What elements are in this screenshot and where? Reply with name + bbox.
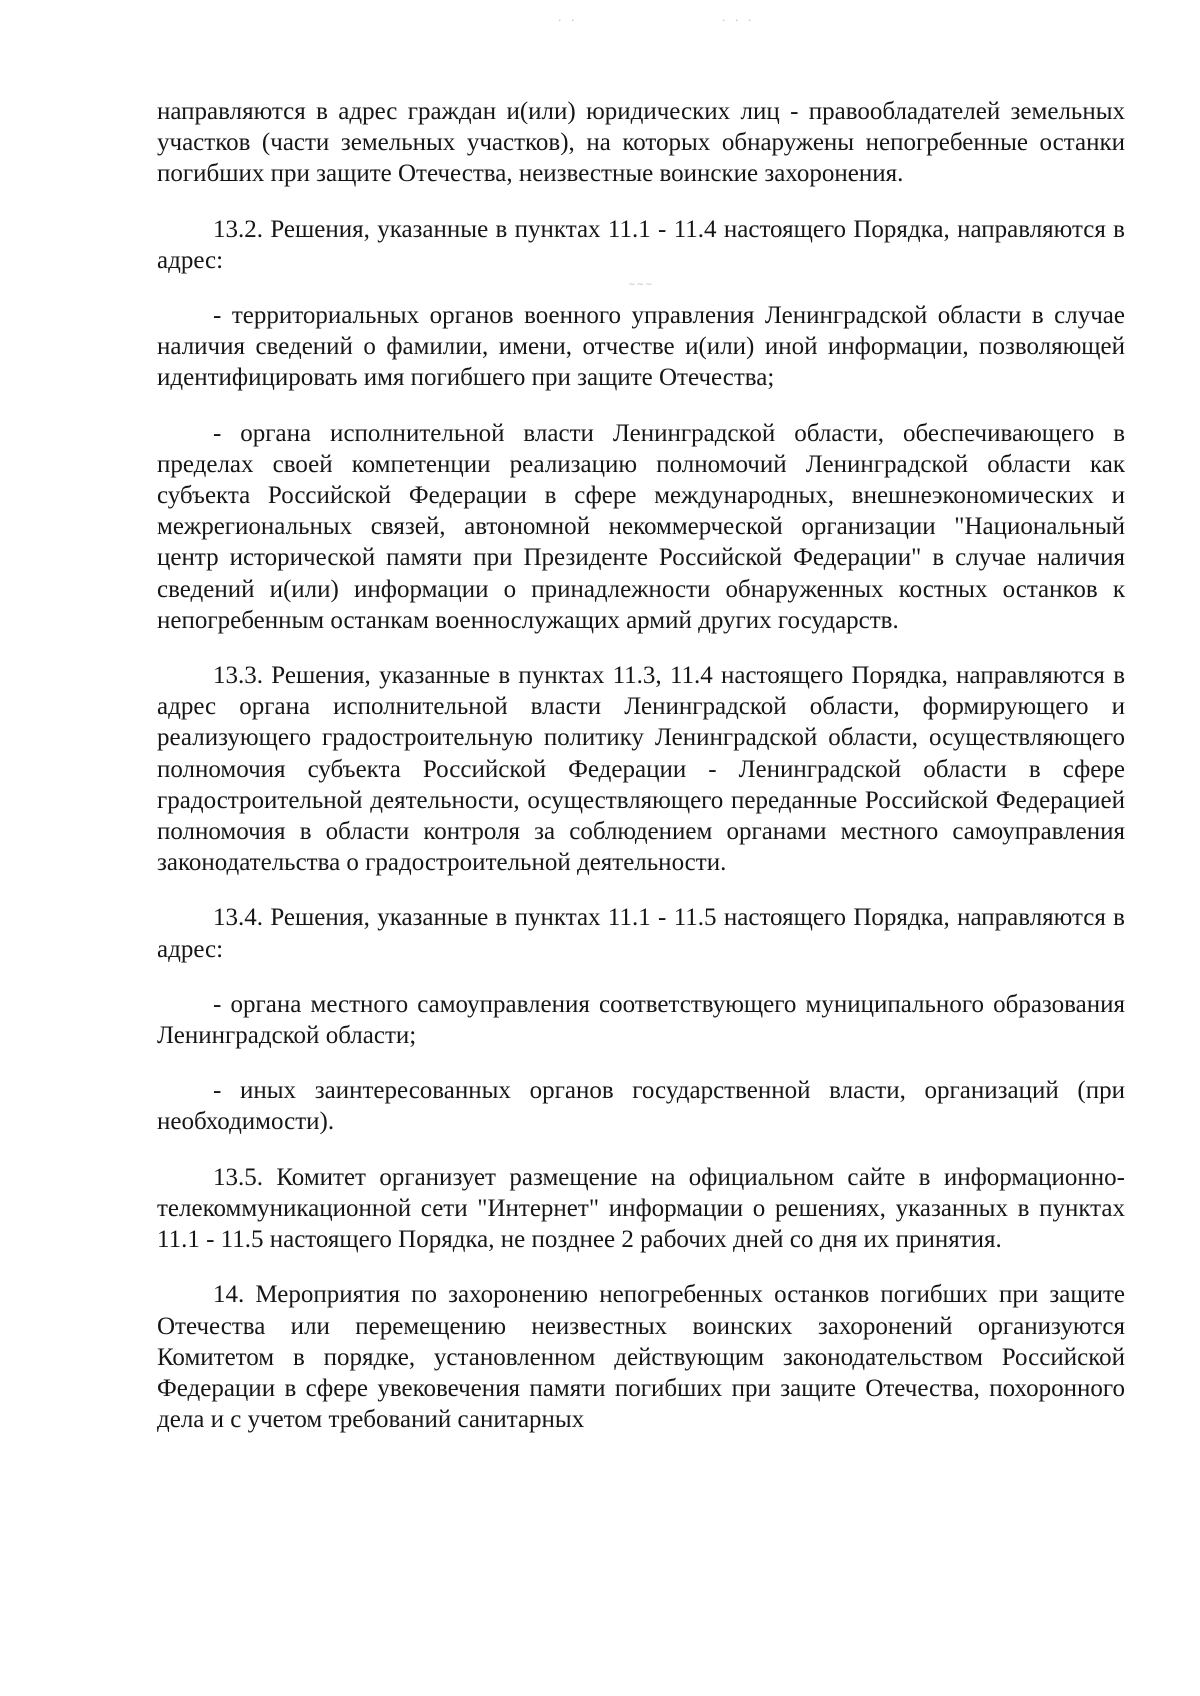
document-body xyxy=(157,96,1125,1459)
paragraph-13-4: 13.4. Решения, указанные в пунктах 11.1 - 11.5 настоящего Порядка, направляются в адрес: xyxy=(157,904,1125,963)
paragraph-continuation: направляются в адрес граждан и(или) юридических лиц - правообладателей земельных участков (части земельных участков), на которых обнаружены непогребенные останки погибших при защите Отечества, неизвестные воинские захоронения. xyxy=(157,98,1125,188)
paragraph-14: 14. Мероприятия по захоронению непогребенных останков погибших при защите Отечества или перемещению неизвестных воинских захоронений организуются Комитетом в порядке, установленном действующим законодательством Российской Федерации в сфере увековечения памяти погибших при защите Отечества, похоронного дела и с учетом требований санитарных xyxy=(157,1281,1125,1434)
paragraph-13-2: 13.2. Решения, указанные в пунктах 11.1 - 11.4 настоящего Порядка, направляются в адрес: xyxy=(157,215,1125,274)
list-item-local-government: - органа местного самоуправления соответствующего муниципального образования Ленинградской области; xyxy=(157,990,1125,1050)
list-item-military-authorities: - территориальных органов военного управления Ленинградской области в случае наличия сведений о фамилии, имени, отчестве и(или) иной информации, позволяющей идентифицировать имя погибшего при защите Отечества; xyxy=(157,302,1125,392)
scan-artifact: · · xyxy=(558,14,578,27)
paragraph-13-3: 13.3. Решения, указанные в пунктах 11.3, 11.4 настоящего Порядка, направляются в адрес органа исполнительной власти Ленинградской области, формирующего и реализующего градостроительную политику Ленинградской области, осуществляющего полномочия субъекта Российской Федерации - Ленинградской области в сфере градостроительной деятельности, осуществляющего переданные Российской Федерацией полномочия в области контроля за соблюдением органами местного самоуправления законодательства о градостроительной деятельности. xyxy=(157,662,1125,877)
list-item-executive-authority: - органа исполнительной власти Ленинградской области, обеспечивающего в пределах своей компетенции реализацию полномочий Ленинградской области как субъекта Российской Федерации в сфере международных, внешнеэкономических и межрегиональных связей, автономной некоммерческой организации "Национальный центр исторической памяти при Президенте Российской Федерации" в случае наличия сведений и(или) информации о принадлежности обнаруженных костных останков к непогребенным останкам военнослужащих армий других государств. xyxy=(157,419,1125,634)
scan-artifact: · · · xyxy=(722,14,755,27)
list-item-other-authorities: - иных заинтересованных органов государственной власти, организаций (при необходимости). xyxy=(157,1077,1125,1136)
scan-artifact: ~~~ xyxy=(628,280,654,290)
paragraph-13-5: 13.5. Комитет организует размещение на официальном сайте в информационно-телекоммуникационной сети "Интернет" информации о решениях, указанных в пунктах 11.1 - 11.5 настоящего Порядка, не позднее 2 рабочих дней со дня их принятия. xyxy=(157,1163,1125,1254)
